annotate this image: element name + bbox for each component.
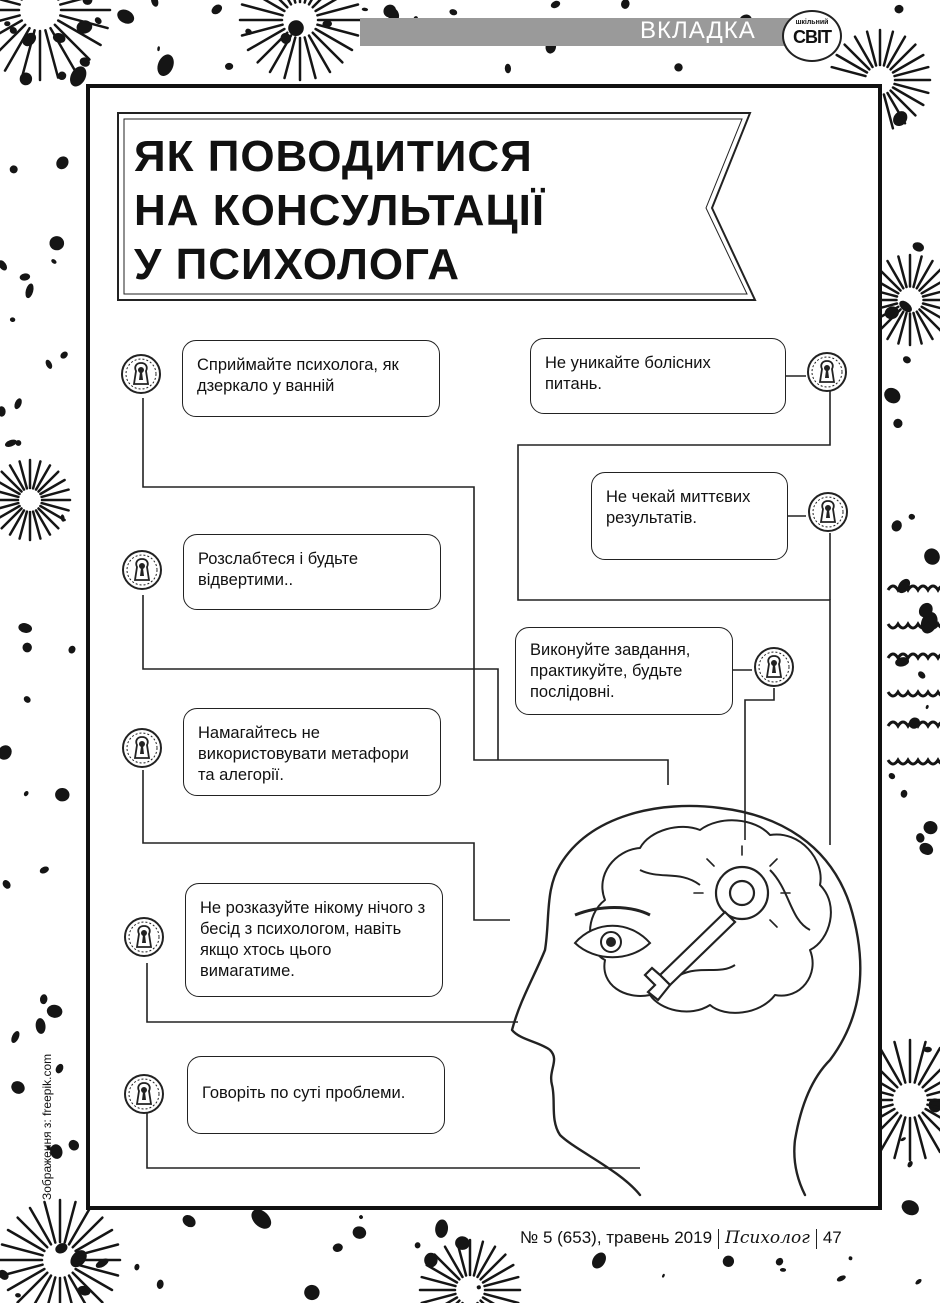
title-line-3: У ПСИХОЛОГА: [134, 240, 461, 289]
brain-illustration: [590, 820, 831, 1013]
connector-tip-6: [518, 386, 830, 845]
key-illustration: [645, 867, 768, 1000]
keyhole-coin-icon: [806, 490, 850, 534]
keyhole-coin-icon: [122, 915, 166, 959]
key-hole: [730, 881, 754, 905]
tip-box-left-2: Розслабтеся і будьте відвертими..: [183, 534, 441, 610]
title-line-1: ЯК ПОВОДИТИСЯ: [134, 132, 533, 181]
brain-fold-1: [640, 870, 700, 885]
image-credit: Зображення з: freepik.com: [40, 1053, 54, 1200]
brain-fold-2: [770, 870, 810, 930]
footer-divider: [816, 1229, 817, 1249]
head-illustration: [512, 806, 860, 1195]
logo-small-text: шкільний: [795, 19, 829, 26]
eyebrow: [575, 908, 650, 916]
keyhole-coin-icon: [119, 352, 163, 396]
title-line-2: НА КОНСУЛЬТАЦІЇ: [134, 186, 545, 235]
key-shaft: [660, 912, 735, 985]
keyhole-coin-icon: [805, 350, 849, 394]
page-footer: [520, 1226, 880, 1250]
section-label: ВКЛАДКА: [640, 17, 756, 44]
tip-box-left-5: Говоріть по суті проблеми.: [187, 1056, 445, 1134]
footer-divider: [718, 1229, 719, 1249]
tip-box-right-3: Виконуйте завдання, практикуйте, будьте послідовні.: [515, 627, 733, 715]
issue-info: № 5 (653), травень 2019: [520, 1228, 713, 1247]
page-title: [134, 130, 734, 292]
logo-big-text: СВІТ: [793, 27, 831, 47]
eye-pupil: [607, 938, 615, 946]
keyhole-coin-icon: [752, 645, 796, 689]
tip-box-left-4: Не розказуйте нікому нічого з бесід з психологом, навіть якщо хтось цього вимагатиме.: [185, 883, 443, 997]
tip-box-left-1: Сприймайте психолога, як дзеркало у ванній: [182, 340, 440, 417]
eye-illustration: [575, 908, 650, 958]
magazine-name: Психолог: [725, 1228, 810, 1248]
tip-box-left-3: Намагайтесь не використовувати метафори та алегорії.: [183, 708, 441, 796]
brain-outline: [590, 820, 831, 1013]
tip-box-right-1: Не уникайте болісних питань.: [530, 338, 786, 414]
keyhole-coin-icon: [120, 726, 164, 770]
page-number: 47: [822, 1228, 842, 1247]
tip-box-right-2: Не чекай миттєвих результатів.: [591, 472, 788, 560]
head-outline: [512, 806, 860, 1195]
keyhole-coin-icon: [122, 1072, 166, 1116]
keyhole-coin-icon: [120, 548, 164, 592]
